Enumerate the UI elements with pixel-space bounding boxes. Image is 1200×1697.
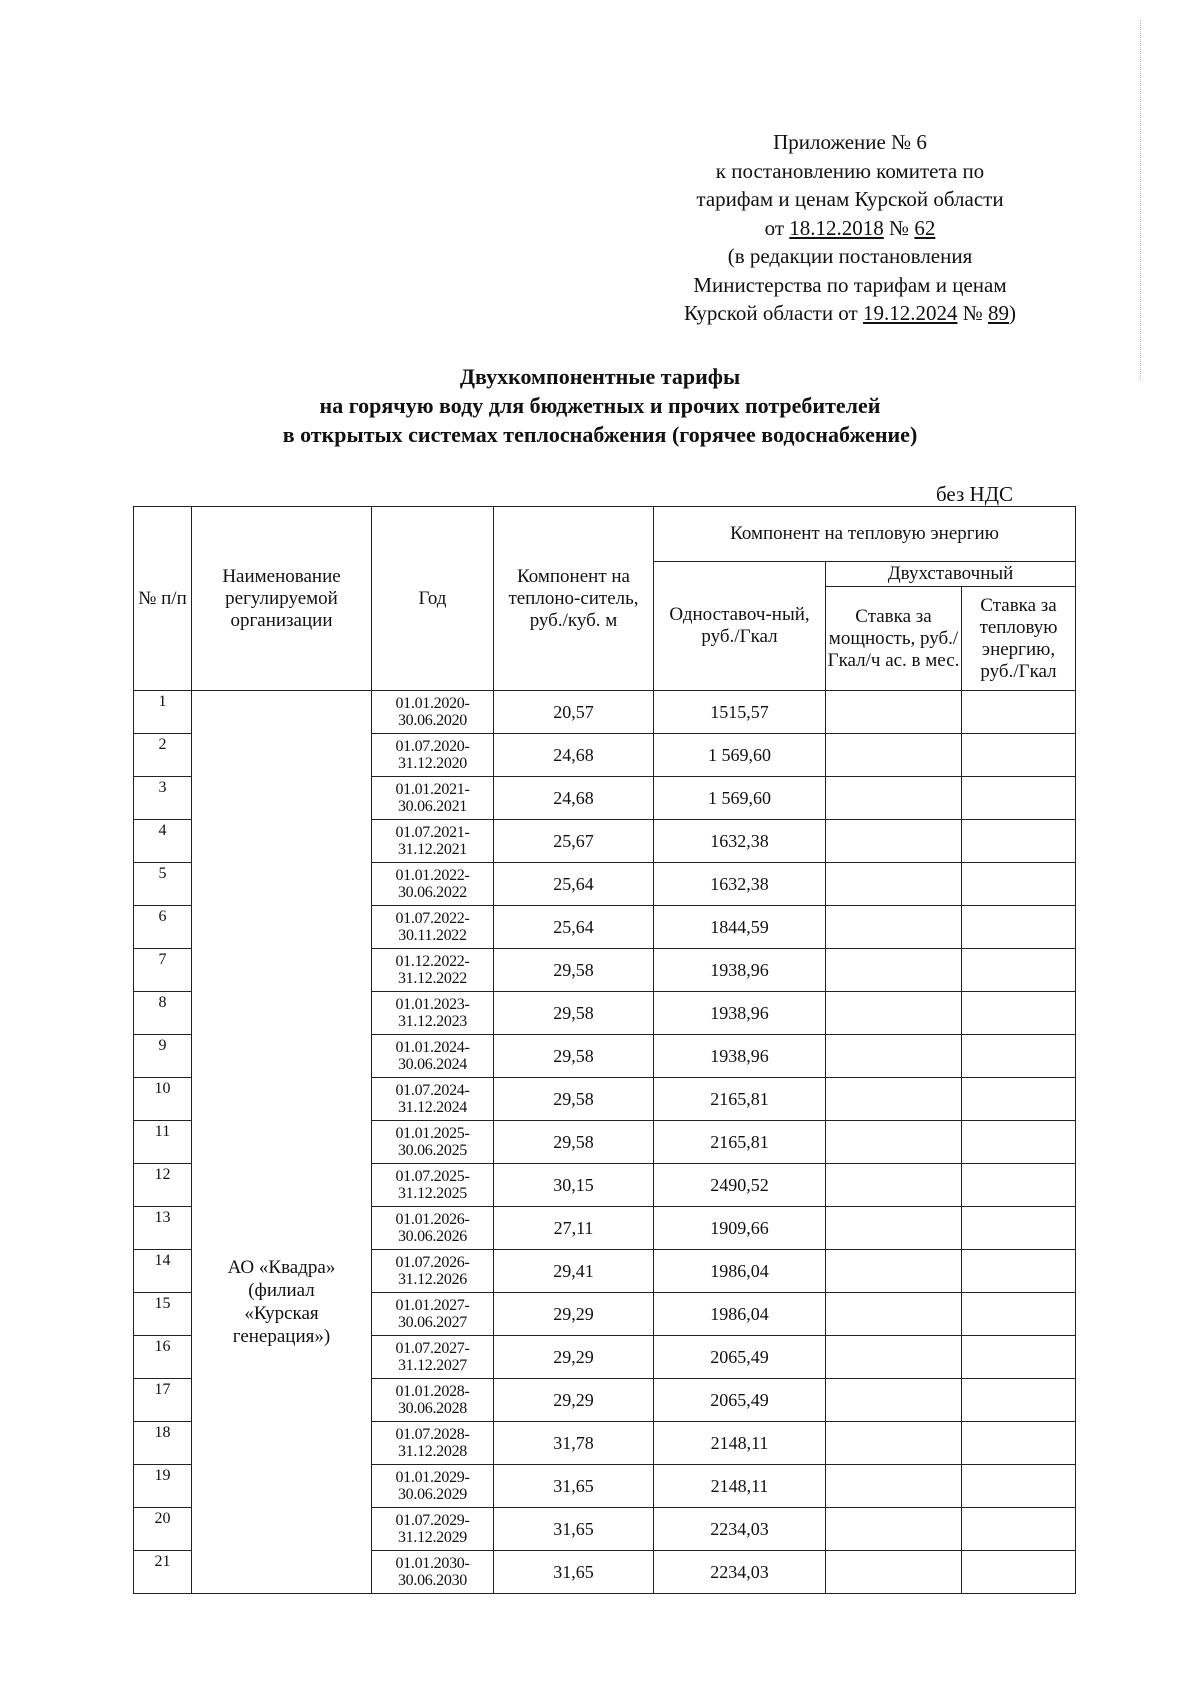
capacity-rate-value [826, 1121, 962, 1164]
period-start: 01.07.2020- [395, 738, 470, 755]
single-rate-value: 2165,81 [654, 1121, 826, 1164]
period-end: 31.12.2020 [397, 755, 467, 772]
close-paren: ) [1009, 301, 1017, 325]
period-cell [372, 1508, 494, 1551]
period-end: 30.11.2022 [398, 927, 467, 944]
capacity-rate-value [826, 734, 962, 777]
carrier-value: 31,65 [494, 1508, 654, 1551]
period-cell [372, 1035, 494, 1078]
capacity-rate-value [826, 949, 962, 992]
energy-rate-value [962, 734, 1076, 777]
period-cell [372, 1422, 494, 1465]
period-start: 01.01.2030- [395, 1555, 470, 1572]
carrier-value: 24,68 [494, 777, 654, 820]
period-cell [372, 1293, 494, 1336]
energy-rate-value [962, 1379, 1076, 1422]
period-cell [372, 1379, 494, 1422]
row-number: 14 [134, 1250, 192, 1293]
capacity-rate-value [826, 1508, 962, 1551]
single-rate-value: 1632,38 [654, 820, 826, 863]
period-cell [372, 734, 494, 777]
period-start: 01.01.2029- [395, 1469, 470, 1486]
appendix-line-1: Приложение № 6 [773, 130, 927, 154]
tariff-rows [134, 691, 1076, 1594]
resolution-number: 62 [914, 215, 936, 240]
capacity-rate-value [826, 1336, 962, 1379]
title-line-1: Двухкомпонентные тарифы [459, 364, 741, 389]
resolution-date: 18.12.2018 [789, 215, 884, 240]
period-end: 30.06.2026 [397, 1228, 467, 1245]
carrier-value: 29,58 [494, 949, 654, 992]
single-rate-value: 2148,11 [654, 1465, 826, 1508]
period-start: 01.07.2026- [395, 1254, 470, 1271]
appendix-header [640, 128, 1060, 328]
organization-line2: (филиал [248, 1280, 315, 1301]
appendix-line-7 [640, 299, 1060, 328]
capacity-rate-value [826, 1035, 962, 1078]
amendment-number: 89 [988, 301, 1010, 325]
period-end: 31.12.2027 [397, 1357, 467, 1374]
energy-rate-value [962, 863, 1076, 906]
single-rate-value: 1844,59 [654, 906, 826, 949]
single-rate-value: 1938,96 [654, 949, 826, 992]
period-start: 01.07.2029- [395, 1512, 470, 1529]
capacity-rate-value [826, 1293, 962, 1336]
header-org: Наименование регулируемой организации [192, 507, 372, 691]
energy-rate-value [962, 691, 1076, 734]
capacity-rate-value [826, 777, 962, 820]
row-number: 1 [134, 691, 192, 734]
period-cell [372, 1121, 494, 1164]
table-row [134, 691, 1076, 734]
period-end: 31.12.2024 [397, 1099, 467, 1116]
period-start: 01.07.2021- [395, 824, 470, 841]
row-number: 9 [134, 1035, 192, 1078]
energy-rate-value [962, 1422, 1076, 1465]
amendment-prefix: Курской области от [683, 301, 863, 325]
period-end: 30.06.2028 [397, 1400, 467, 1417]
organization-line4: генерация») [232, 1326, 331, 1347]
capacity-rate-value [826, 906, 962, 949]
energy-rate-value [962, 906, 1076, 949]
period-cell [372, 1336, 494, 1379]
capacity-rate-value [826, 820, 962, 863]
carrier-value: 29,58 [494, 1121, 654, 1164]
carrier-value: 29,58 [494, 992, 654, 1035]
single-rate-value: 2234,03 [654, 1508, 826, 1551]
single-rate-value: 1938,96 [654, 1035, 826, 1078]
appendix-line-5: (в редакции постановления [727, 244, 973, 268]
number-sign: № [883, 215, 915, 240]
organization-name [192, 691, 372, 1594]
period-cell [372, 1465, 494, 1508]
period-cell [372, 1164, 494, 1207]
capacity-rate-value [826, 691, 962, 734]
carrier-value: 30,15 [494, 1164, 654, 1207]
row-number: 8 [134, 992, 192, 1035]
period-start: 01.01.2020- [395, 695, 470, 712]
header-two-rate: Двухставочный [826, 562, 1076, 587]
single-rate-value: 2065,49 [654, 1336, 826, 1379]
capacity-rate-value [826, 1551, 962, 1594]
row-number: 2 [134, 734, 192, 777]
row-number: 10 [134, 1078, 192, 1121]
carrier-value: 20,57 [494, 691, 654, 734]
period-cell [372, 1250, 494, 1293]
capacity-rate-value [826, 1379, 962, 1422]
row-number: 3 [134, 777, 192, 820]
scan-edge-marks [1140, 20, 1149, 380]
single-rate-value: 2234,03 [654, 1551, 826, 1594]
row-number: 5 [134, 863, 192, 906]
period-cell [372, 691, 494, 734]
period-end: 30.06.2022 [397, 884, 467, 901]
carrier-value: 29,58 [494, 1035, 654, 1078]
period-end: 30.06.2030 [397, 1572, 467, 1589]
period-end: 30.06.2021 [397, 798, 467, 815]
single-rate-value: 1986,04 [654, 1250, 826, 1293]
capacity-rate-value [826, 1250, 962, 1293]
carrier-value: 25,64 [494, 863, 654, 906]
carrier-value: 31,78 [494, 1422, 654, 1465]
energy-rate-value [962, 820, 1076, 863]
single-rate-value: 1515,57 [654, 691, 826, 734]
period-start: 01.01.2025- [395, 1125, 470, 1142]
energy-rate-value [962, 1508, 1076, 1551]
energy-rate-value [962, 777, 1076, 820]
capacity-rate-value [826, 1465, 962, 1508]
energy-rate-value [962, 1250, 1076, 1293]
period-cell [372, 777, 494, 820]
period-end: 31.12.2026 [397, 1271, 467, 1288]
carrier-value: 27,11 [494, 1207, 654, 1250]
header-year: Год [372, 507, 494, 691]
capacity-rate-value [826, 1422, 962, 1465]
energy-rate-value [962, 992, 1076, 1035]
period-cell [372, 949, 494, 992]
period-start: 01.07.2022- [395, 910, 470, 927]
amendment-date: 19.12.2024 [862, 301, 958, 325]
period-start: 01.07.2027- [395, 1340, 470, 1357]
tariff-table [133, 506, 1076, 1594]
header-single-rate: Одноставоч-ный, руб./Гкал [654, 562, 826, 691]
period-end: 31.12.2028 [397, 1443, 467, 1460]
row-number: 15 [134, 1293, 192, 1336]
carrier-value: 29,41 [494, 1250, 654, 1293]
period-cell [372, 1207, 494, 1250]
period-start: 01.07.2028- [395, 1426, 470, 1443]
energy-rate-value [962, 949, 1076, 992]
carrier-value: 31,65 [494, 1551, 654, 1594]
header-capacity-rate: Ставка за мощность, руб./Гкал/ч ас. в мес. [826, 587, 962, 691]
header-energy-rate: Ставка за тепловую энергию, руб./Гкал [962, 587, 1076, 691]
capacity-rate-value [826, 1164, 962, 1207]
energy-rate-value [962, 1164, 1076, 1207]
period-end: 31.12.2021 [397, 841, 467, 858]
period-end: 31.12.2029 [397, 1529, 467, 1546]
single-rate-value: 1986,04 [654, 1293, 826, 1336]
period-start: 01.01.2022- [395, 867, 470, 884]
carrier-value: 25,64 [494, 906, 654, 949]
carrier-value: 25,67 [494, 820, 654, 863]
row-number: 19 [134, 1465, 192, 1508]
header-num: № п/п [134, 507, 192, 691]
appendix-line-3: тарифам и ценам Курской области [696, 187, 1004, 211]
carrier-value: 29,29 [494, 1336, 654, 1379]
period-start: 01.01.2021- [395, 781, 470, 798]
capacity-rate-value [826, 1078, 962, 1121]
energy-rate-value [962, 1336, 1076, 1379]
capacity-rate-value [826, 992, 962, 1035]
energy-rate-value [962, 1465, 1076, 1508]
energy-rate-value [962, 1035, 1076, 1078]
single-rate-value: 1938,96 [654, 992, 826, 1035]
period-start: 01.12.2022- [395, 953, 470, 970]
carrier-value: 31,65 [494, 1465, 654, 1508]
organization-line3: «Курская [244, 1303, 319, 1324]
row-number: 6 [134, 906, 192, 949]
number-sign-2: № [957, 301, 989, 325]
row-number: 12 [134, 1164, 192, 1207]
period-end: 30.06.2020 [397, 712, 467, 729]
single-rate-value: 1632,38 [654, 863, 826, 906]
row-number: 21 [134, 1551, 192, 1594]
carrier-value: 24,68 [494, 734, 654, 777]
period-start: 01.01.2023- [395, 996, 470, 1013]
single-rate-value: 2490,52 [654, 1164, 826, 1207]
energy-rate-value [962, 1551, 1076, 1594]
row-number: 20 [134, 1508, 192, 1551]
period-end: 30.06.2025 [397, 1142, 467, 1159]
appendix-line-6: Министерства по тарифам и ценам [693, 272, 1007, 297]
date-prefix: от [764, 215, 790, 240]
period-start: 01.01.2027- [395, 1297, 470, 1314]
carrier-value: 29,58 [494, 1078, 654, 1121]
carrier-value: 29,29 [494, 1379, 654, 1422]
period-end: 30.06.2029 [397, 1486, 467, 1503]
energy-rate-value [962, 1293, 1076, 1336]
energy-rate-value [962, 1207, 1076, 1250]
period-start: 01.07.2024- [395, 1082, 470, 1099]
period-end: 31.12.2022 [397, 970, 467, 987]
period-start: 01.01.2024- [395, 1039, 470, 1056]
row-number: 17 [134, 1379, 192, 1422]
capacity-rate-value [826, 863, 962, 906]
period-cell [372, 992, 494, 1035]
organization-line1: АО «Квадра» [227, 1257, 336, 1278]
period-end: 31.12.2023 [397, 1013, 467, 1030]
period-cell [372, 906, 494, 949]
period-cell [372, 1551, 494, 1594]
capacity-rate-value [826, 1207, 962, 1250]
single-rate-value: 1 569,60 [654, 777, 826, 820]
carrier-value: 29,29 [494, 1293, 654, 1336]
title-line-2: на горячую воду для бюджетных и прочих потребителей [319, 393, 881, 418]
header-carrier: Компонент на теплоно-ситель, руб./куб. м [494, 507, 654, 691]
row-number: 4 [134, 820, 192, 863]
appendix-line-4 [640, 214, 1060, 243]
row-number: 11 [134, 1121, 192, 1164]
single-rate-value: 2165,81 [654, 1078, 826, 1121]
single-rate-value: 2148,11 [654, 1422, 826, 1465]
period-start: 01.07.2025- [395, 1168, 470, 1185]
single-rate-value: 2065,49 [654, 1379, 826, 1422]
period-end: 30.06.2024 [397, 1056, 467, 1073]
energy-rate-value [962, 1121, 1076, 1164]
row-number: 13 [134, 1207, 192, 1250]
period-end: 30.06.2027 [397, 1314, 467, 1331]
period-cell [372, 863, 494, 906]
period-start: 01.01.2026- [395, 1211, 470, 1228]
single-rate-value: 1 569,60 [654, 734, 826, 777]
period-cell [372, 820, 494, 863]
period-cell [372, 1078, 494, 1121]
period-end: 31.12.2025 [397, 1185, 467, 1202]
title-line-3: в открытых системах теплоснабжения (горячее водоснабжение) [282, 422, 918, 447]
header-energy: Компонент на тепловую энергию [654, 507, 1076, 562]
vat-note: без НДС [936, 482, 1014, 506]
row-number: 7 [134, 949, 192, 992]
energy-rate-value [962, 1078, 1076, 1121]
document-title [130, 362, 1070, 449]
appendix-line-2: к постановлению комитета по [715, 158, 985, 183]
row-number: 16 [134, 1336, 192, 1379]
period-start: 01.01.2028- [395, 1383, 470, 1400]
row-number: 18 [134, 1422, 192, 1465]
single-rate-value: 1909,66 [654, 1207, 826, 1250]
